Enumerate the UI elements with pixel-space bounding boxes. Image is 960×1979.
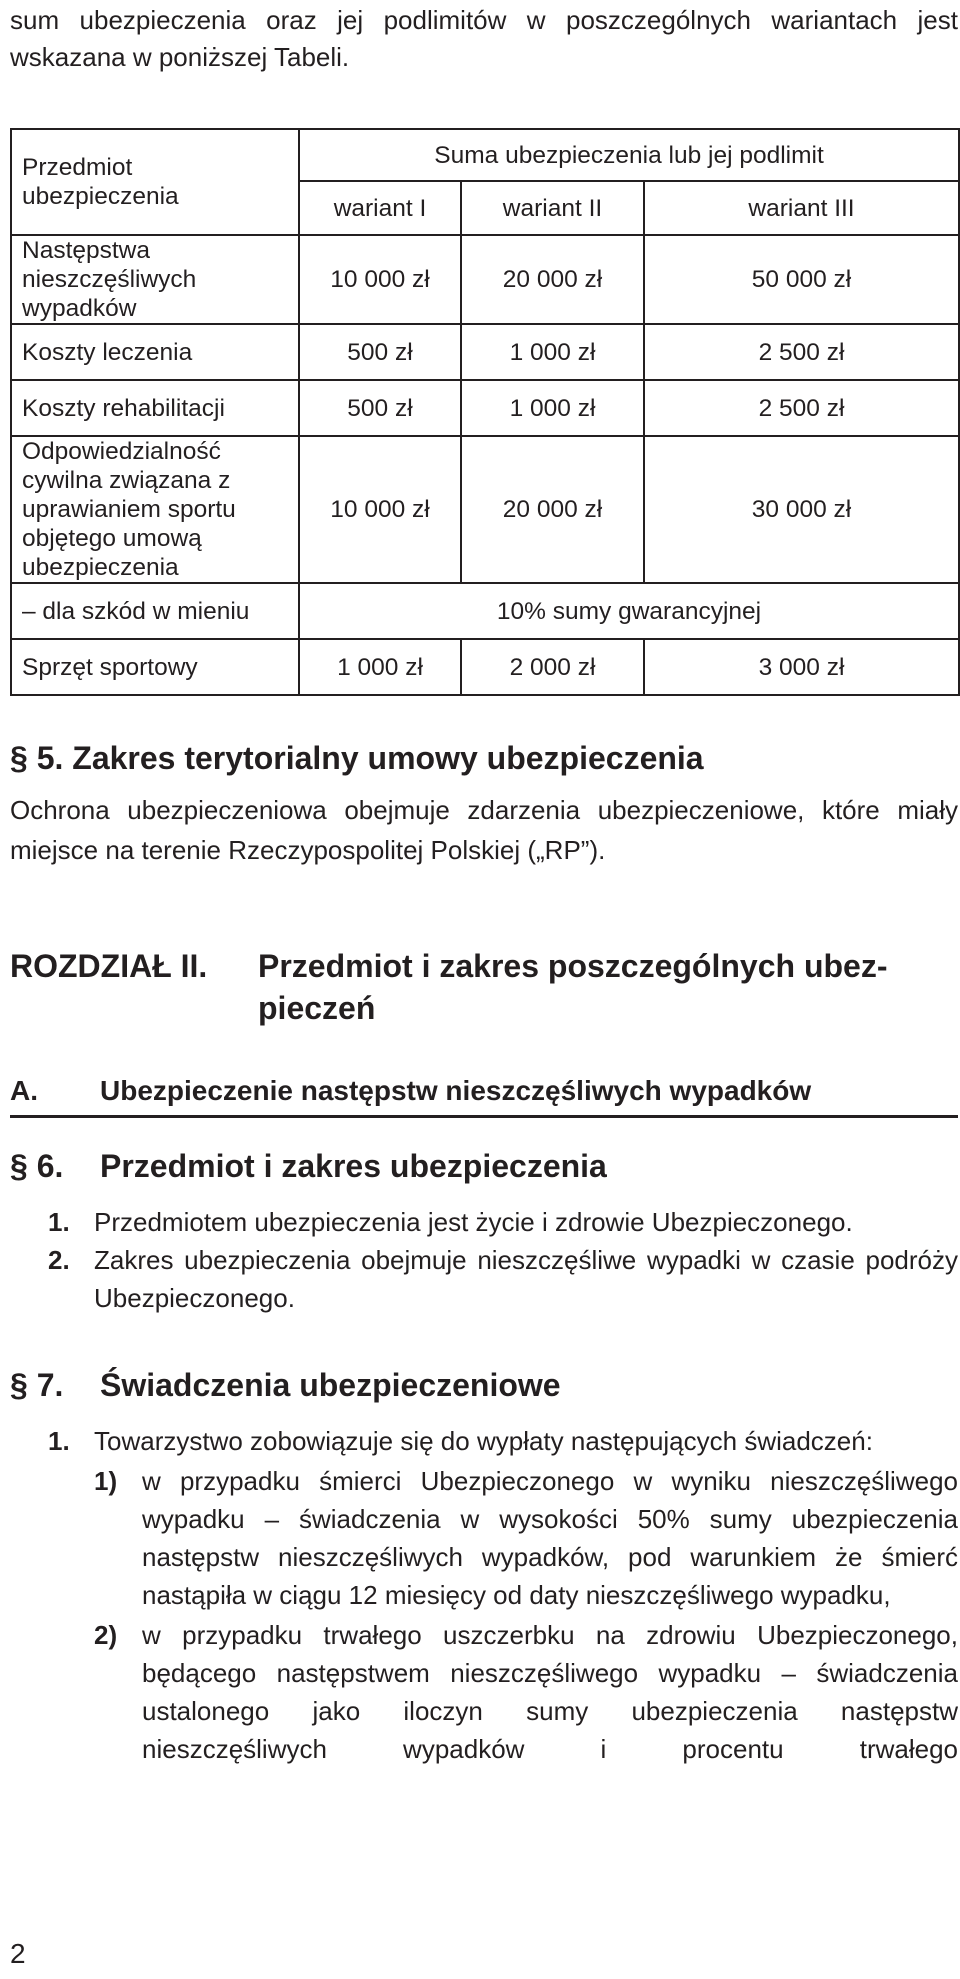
list-item	[10, 1203, 958, 1241]
table-row	[11, 235, 959, 324]
table-row	[11, 639, 959, 695]
table-header-row	[11, 129, 959, 181]
intro-paragraph: sum ubezpieczenia oraz jej podlimitów w poszczególnych wariantach jest wskazana w poniższej Tabeli.	[10, 5, 958, 72]
sub-list-item	[10, 1616, 958, 1768]
sub-list-item	[10, 1462, 958, 1614]
cell-value: 20 000 zł	[461, 436, 644, 583]
section-5-heading	[10, 740, 704, 777]
subsection-letter: A.	[10, 1075, 38, 1106]
cell-value: 2 500 zł	[644, 380, 959, 436]
sub-list-text: w przypadku trwałego uszczerbku na zdrowiu Ubezpieczonego, będącego następstwem nieszczęśliwego wypadku – świadczenia ustalonego jako iloczyn sumy ubezpieczenia następstw nieszczęśliwych wypadków i procentu trwałego	[142, 1620, 958, 1764]
cell-value: 2 500 zł	[644, 324, 959, 380]
cell-value: 50 000 zł	[644, 235, 959, 324]
list-item	[10, 1422, 958, 1460]
chapter-number: ROZDZIAŁ II.	[10, 948, 208, 984]
list-number: 1.	[48, 1426, 70, 1456]
row-label: Następstwa nieszczęśliwych wypadków	[11, 235, 299, 324]
table-row	[11, 583, 959, 639]
cell-value: 30 000 zł	[644, 436, 959, 583]
chapter-title-line: Przedmiot i zakres poszczególnych ubez-	[258, 948, 888, 984]
cell-value: 3 000 zł	[644, 639, 959, 695]
section-title: Zakres terytorialny umowy ubezpieczenia	[72, 740, 704, 776]
table-row	[11, 436, 959, 583]
section-number: § 5.	[10, 740, 64, 776]
subject-header: Przedmiot ubezpieczenia	[11, 129, 299, 235]
row-label: Sprzęt sportowy	[11, 639, 299, 695]
section-6-list	[10, 1203, 958, 1317]
list-text: Zakres ubezpieczenia obejmuje nieszczęśliwe wypadki w czasie podróży Ubezpieczonego.	[94, 1245, 958, 1313]
cell-value: 2 000 zł	[461, 639, 644, 695]
row-label: Koszty leczenia	[11, 324, 299, 380]
row-label: Koszty rehabilitacji	[11, 380, 299, 436]
sum-header: Suma ubezpieczenia lub jej podlimit	[299, 129, 959, 181]
page-number: 2	[10, 1938, 26, 1969]
chapter-title	[242, 945, 958, 1029]
variant-header: wariant I	[299, 181, 461, 235]
cell-value: 500 zł	[299, 380, 461, 436]
list-text: Towarzystwo zobowiązuje się do wypłaty następujących świadczeń:	[94, 1426, 873, 1456]
variant-header: wariant II	[461, 181, 644, 235]
section-7-list	[10, 1422, 958, 1768]
insurance-sums-table	[10, 128, 960, 696]
section-title: Przedmiot i zakres ubezpieczenia	[100, 1148, 607, 1184]
row-label: Odpowiedzialność cywilna związana z uprawianiem sportu objętego umową ubezpieczenia	[11, 436, 299, 583]
cell-value: 500 zł	[299, 324, 461, 380]
section-7-heading	[10, 1367, 561, 1404]
merged-cell-value: 10% sumy gwarancyjnej	[299, 583, 959, 639]
list-number: 1.	[48, 1207, 70, 1237]
table-row	[11, 324, 959, 380]
section-6-heading	[10, 1148, 607, 1185]
sub-list-text: w przypadku śmierci Ubezpieczonego w wyniku nieszczęśliwego wypadku – świadczenia w wysokości 50% sumy ubezpieczenia następstw nieszczęśliwych wypadków, pod warunkiem że śmierć nastąpiła w ciągu 12 miesięcy od daty nieszczęśliwego wypadku,	[142, 1466, 958, 1610]
cell-value: 10 000 zł	[299, 436, 461, 583]
cell-value: 1 000 zł	[461, 380, 644, 436]
sub-list-number: 2)	[94, 1620, 118, 1650]
cell-value: 1 000 zł	[299, 639, 461, 695]
section-number: § 6.	[10, 1148, 64, 1184]
list-text: Przedmiotem ubezpieczenia jest życie i zdrowie Ubezpieczonego.	[94, 1207, 853, 1237]
list-number: 2.	[48, 1245, 70, 1275]
cell-value: 10 000 zł	[299, 235, 461, 324]
section-5-text: Ochrona ubezpieczeniowa obejmuje zdarzenia ubezpieczeniowe, które miały miejsce na terenie Rzeczypospolitej Polskiej („RP”).	[10, 795, 958, 865]
subsection-heading	[10, 1075, 958, 1118]
cell-value: 20 000 zł	[461, 235, 644, 324]
variant-header: wariant III	[644, 181, 959, 235]
cell-value: 1 000 zł	[461, 324, 644, 380]
chapter-title-line: pieczeń	[258, 990, 376, 1026]
sub-list-number: 1)	[94, 1466, 118, 1496]
list-item	[10, 1241, 958, 1317]
subsection-title: Ubezpieczenie następstw nieszczęśliwych wypadków	[100, 1075, 812, 1106]
section-title: Świadczenia ubezpieczeniowe	[100, 1367, 561, 1403]
table-row	[11, 380, 959, 436]
row-label: – dla szkód w mieniu	[11, 583, 299, 639]
section-number: § 7.	[10, 1367, 64, 1403]
